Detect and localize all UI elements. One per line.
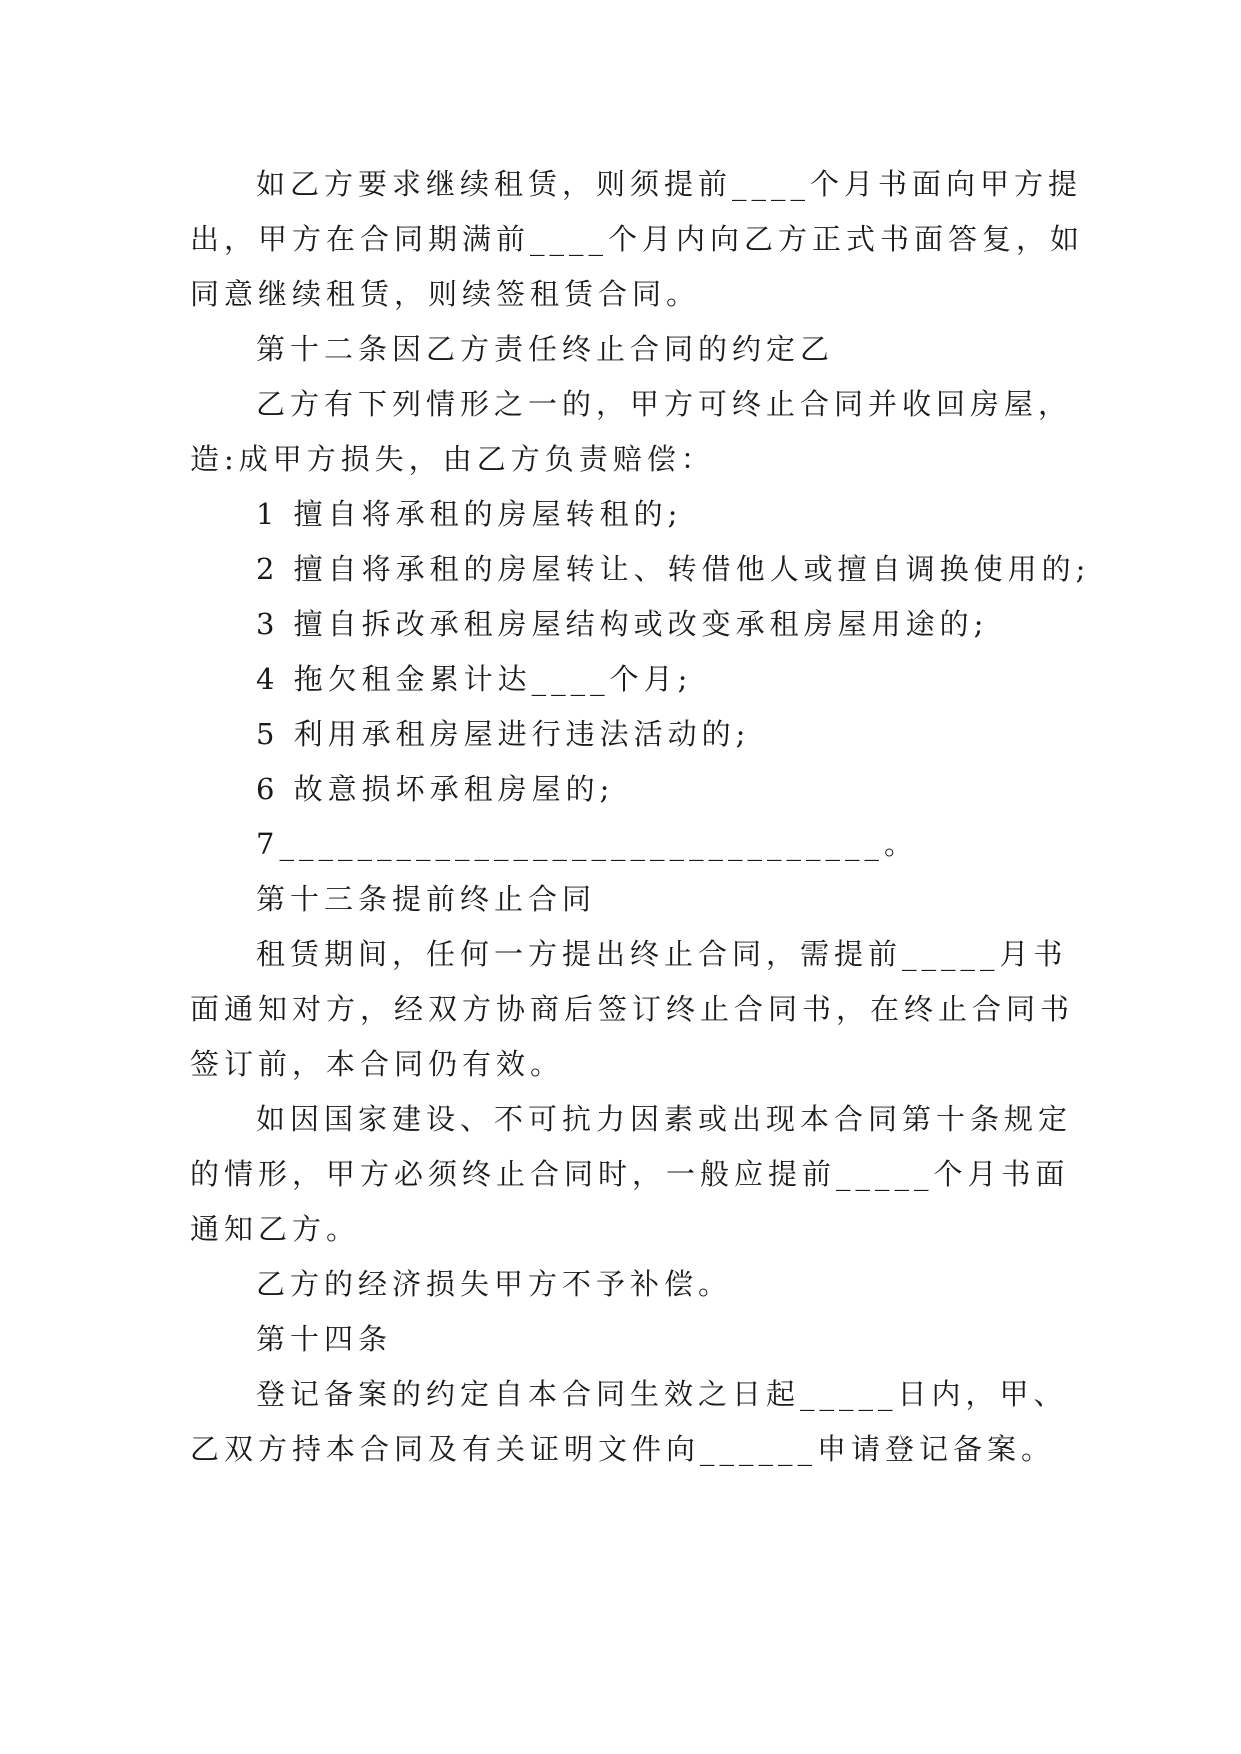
paragraph-line: 租赁期间，任何一方提出终止合同，需提前_____月书 <box>256 937 1068 971</box>
article-heading: 第十四条 <box>256 1322 393 1356</box>
paragraph-line: 出，甲方在合同期满前____个月内向乙方正式书面答复，如 <box>190 222 1085 256</box>
list-item: 1 擅自将承租的房屋转租的; <box>256 497 683 531</box>
paragraph-line: 的情形，甲方必须终止合同时，一般应提前_____个月书面 <box>190 1157 1070 1191</box>
paragraph-line: 签订前，本合同仍有效。 <box>190 1047 565 1081</box>
paragraph-line: 面通知对方，经双方协商后签订终止合同书，在终止合同书 <box>190 992 1075 1026</box>
paragraph-line: 如乙方要求继续租赁，则须提前____个月书面向甲方提 <box>256 167 1083 201</box>
paragraph-line: 乙方有下列情形之一的，甲方可终止合同并收回房屋， <box>256 387 1073 421</box>
article-heading: 第十二条因乙方责任终止合同的约定乙 <box>256 332 835 366</box>
list-item: 2 擅自将承租的房屋转让、转借他人或擅自调换使用的; <box>256 552 1091 586</box>
list-item: 7_______________________________。 <box>256 827 918 861</box>
list-item: 4 拖欠租金累计达____个月; <box>256 662 693 696</box>
list-item: 3 擅自拆改承租房屋结构或改变承租房屋用途的; <box>256 607 989 641</box>
paragraph-line: 通知乙方。 <box>190 1212 361 1246</box>
article-heading: 第十三条提前终止合同 <box>256 882 597 916</box>
paragraph-line: 登记备案的约定自本合同生效之日起_____日内，甲、 <box>256 1377 1068 1411</box>
paragraph-line: 乙方的经济损失甲方不予补偿。 <box>256 1267 733 1301</box>
paragraph-line: 乙双方持本合同及有关证明文件向______申请登记备案。 <box>190 1432 1056 1466</box>
paragraph-line: 同意继续租赁，则续签租赁合同。 <box>190 277 701 311</box>
list-item: 5 利用承租房屋进行违法活动的; <box>256 717 751 751</box>
paragraph-line: 如因国家建设、不可抗力因素或出现本合同第十条规定 <box>256 1102 1073 1136</box>
list-item: 6 故意损坏承租房屋的; <box>256 772 615 806</box>
paragraph-line: 造:成甲方损失，由乙方负责赔偿： <box>190 442 715 476</box>
